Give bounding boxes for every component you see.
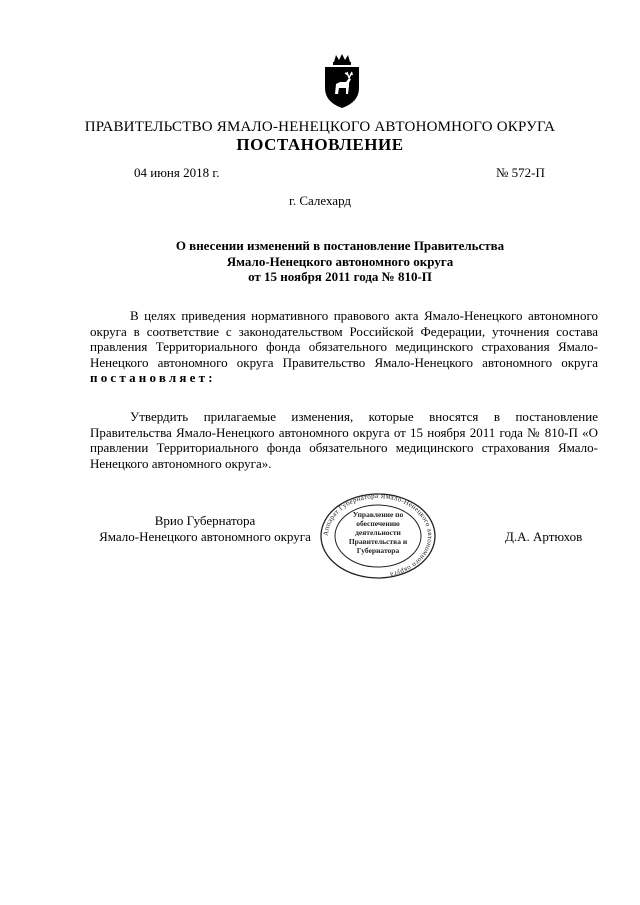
stamp-ring-text: Аппарат Губернатора Ямало-Ненецкого автономного округа <box>321 492 435 579</box>
signatory-title-line-2: Ямало-Ненецкого автономного округа <box>99 528 311 544</box>
subject-line-1: О внесении изменений в постановление Правительства <box>175 238 505 253</box>
stamp-center-text: Управление по обеспечению деятельности Правительства и Губернатора <box>348 510 408 555</box>
document-number: № 572-П <box>496 165 545 180</box>
signatory-title-line-1: Врио Губернатора <box>154 513 256 528</box>
government-name: ПРАВИТЕЛЬСТВО ЯМАЛО-НЕНЕЦКОГО АВТОНОМНОГО ОКРУГА <box>84 119 556 135</box>
document-type-title: ПОСТАНОВЛЕНИЕ <box>236 135 404 154</box>
signatory-title <box>90 513 320 544</box>
document-date: 04 июня 2018 г. <box>134 165 220 180</box>
subject-line-3: от 15 ноября 2011 года № 810-П <box>248 269 432 284</box>
subject-line-2: Ямало-Ненецкого автономного округа <box>226 253 454 269</box>
document-subject <box>90 238 590 285</box>
signatory-name: Д.А. Артюхов <box>505 529 583 544</box>
decree-word: постановляет: <box>90 370 216 385</box>
paragraph-2-text: Утвердить прилагаемые изменения, которые вносятся в постановление Правительства Ямало-Ненецкого автономного округа от 15 ноября 2011 года № 810-П «О правлении Территориального фонда обязательного медицинского страхования Ямало-Ненецкого автономного округа». <box>90 409 598 471</box>
coat-of-arms-emblem <box>318 52 366 112</box>
body-paragraph-2 <box>90 409 598 471</box>
official-stamp <box>318 492 438 580</box>
body-paragraph-1 <box>90 308 598 386</box>
document-city: г. Салехард <box>288 193 352 208</box>
paragraph-1-text: В целях приведения нормативного правового акта Ямало-Ненецкого автономного округа в соответствие с законодательством Российской Федерации, уточнения состава правления Территориального фонда обязательного медицинского страхования Ямало-Ненецкого автономного округа Правительство Ямало-Ненецкого автономного округа <box>90 308 598 370</box>
